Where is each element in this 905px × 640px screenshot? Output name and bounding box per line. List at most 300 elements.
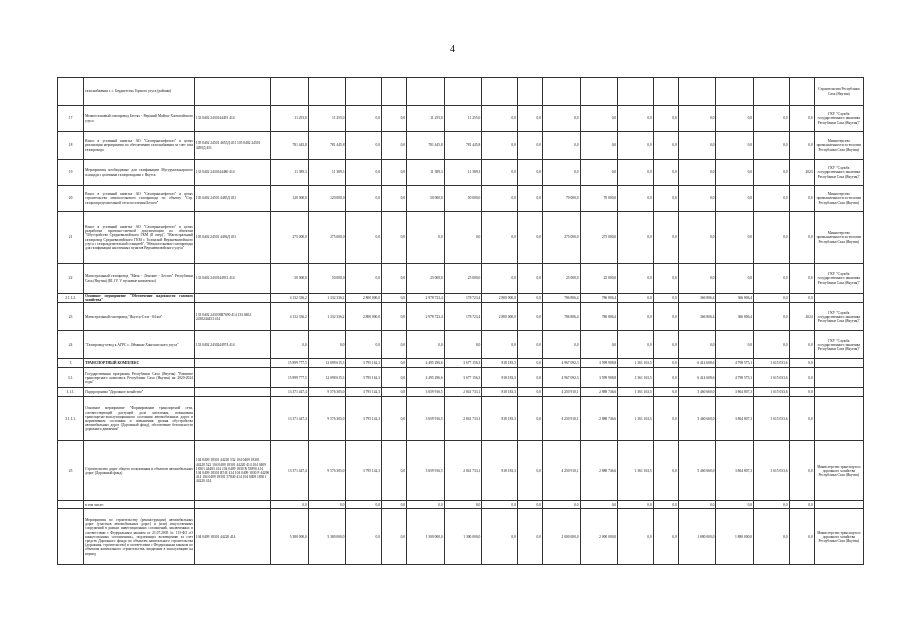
amount-cell: 2 978 723,4 [407,294,445,303]
amount-cell: 25 000,0 [444,264,482,294]
activity-name-cell: газоснабжения г. с. Бердигестях Горного улуса (районы) [84,78,195,106]
activity-name-cell: Межпоселковый газопровод Бестях - Верхний Майтаг-Хаптагайского улуса [84,106,195,132]
amount-cell: 0,0 [754,212,790,264]
amount-cell: 1 615 033,6 [754,388,790,397]
amount-cell: 0,0 [542,501,580,509]
amount-cell: 0,0 [754,501,790,509]
amount-cell: 50 000,0 [308,264,346,294]
executor-cell [814,359,863,368]
amount-cell: 0,0 [678,186,716,212]
amount-cell: 0,0 [653,359,678,368]
amount-cell: 0,0 [517,368,542,388]
amount-cell: 0,0 [382,509,407,565]
amount-cell: 4 967 092,3 [542,359,580,368]
amount-cell: 3 795 142,3 [346,388,382,397]
amount-cell: 3 677 156,3 [444,359,482,368]
amount-cell: 2 800 000,0 [346,303,382,331]
amount-cell [407,78,445,106]
amount-cell: 2 841 733,1 [444,388,482,397]
executor-cell: ГКУ "Служба государственного заказчика Республики Саха (Якутия)" [814,264,863,294]
amount-cell: 70 000,0 [542,186,580,212]
amount-cell: 11 389,3 [308,160,346,186]
amount-cell: 0,0 [407,331,445,359]
amount-cell: 25 000,0 [580,264,618,294]
amount-cell: 0,0 [653,509,678,565]
amount-cell: 2 000 000,0 [542,509,580,565]
executor-cell: ГКУ "Служба государственного заказчика Республики Саха (Якутия)" [814,303,863,331]
amount-cell: 0,0 [517,294,542,303]
amount-cell: 5 460 660,0 [678,388,716,397]
amount-cell: 0,0 [716,264,754,294]
amount-cell: 0,0 [382,368,407,388]
activity-name-cell: Мероприятия по строительству (реконструкции) автомобильных дорог (участков автомобильных дорог) и (или) искусственных сооружений в рамках инвестиционных соглашений, заключенных в соответствии с Федеральным законом от 21.07.2005 № 115-ФЗ «О концессионных соглашениях», подлежащих возмещению за счет средств Дорожного фонда по объектам капитального строительства (дорожная, строительство) в соответствии с Федеральным законом по объектам капитального строительства, вводимым в эксплуатацию на период [84,509,195,565]
amount-cell: 0,0 [716,132,754,160]
table-row [58,212,864,264]
amount-cell: 0,0 [618,509,654,565]
amount-cell: 9 576 305,0 [308,441,346,501]
amount-cell: 0,0 [678,212,716,264]
amount-cell [482,78,518,106]
amount-cell: 786 806,4 [580,294,618,303]
amount-cell: 0,0 [789,132,814,160]
amount-cell: 3 864 807,3 [716,397,754,441]
amount-cell: 0,0 [517,303,542,331]
amount-cell: 4 132 336,2 [271,303,309,331]
amount-cell: 0,0 [308,501,346,509]
amount-cell: 5 380 000,0 [271,509,309,565]
amount-cell: 0,0 [653,294,678,303]
amount-cell: 0,0 [482,509,518,565]
amount-cell: 1 332 336,2 [308,294,346,303]
amount-cell: 0,0 [517,441,542,501]
amount-cell: 0,0 [754,186,790,212]
amount-cell: 0,0 [754,132,790,160]
amount-cell: 818 183,3 [482,359,518,368]
amount-cell [382,78,407,106]
amount-cell: 786 806,4 [542,294,580,303]
amount-cell: 275 000,0 [580,212,618,264]
amount-cell: 0,0 [580,501,618,509]
amount-cell: 0,0 [653,368,678,388]
table-row [58,509,864,565]
amount-cell: 0,0 [789,388,814,397]
executor-cell: Министерство промышленности и геологии Республики Саха (Якутия) [814,186,863,212]
amount-cell: 3 795 142,3 [346,397,382,441]
amount-cell: 5 460 660,0 [678,397,716,441]
amount-cell: 275 000,0 [542,212,580,264]
amount-cell: 0,0 [653,397,678,441]
amount-cell: 0,0 [346,331,382,359]
budget-code-cell [194,78,270,106]
amount-cell: 2 800 000,0 [482,294,518,303]
amount-cell: 0,0 [789,264,814,294]
amount-cell: 366 806,4 [716,294,754,303]
amount-cell: 0,0 [678,132,716,160]
table-body [58,78,864,565]
amount-cell: 0,0 [716,186,754,212]
executor-cell: Министерство промышленности и геологии Республики Саха (Якутия) [814,132,863,160]
amount-cell: 11 255,0 [444,106,482,132]
executor-cell: Министерство транспорта и дорожного хозяйства Республики Саха (Якутия) [814,441,863,501]
amount-cell: 4 495 296,6 [407,359,445,368]
amount-cell: 0,0 [346,132,382,160]
amount-cell: 0,0 [618,303,654,331]
amount-cell: 0,0 [653,331,678,359]
budget-code-cell: 104 0409 18301 44220 414 [194,509,270,565]
amount-cell [308,78,346,106]
amount-cell: 2 841 733,1 [444,397,482,441]
amount-cell: 0,0 [754,160,790,186]
amount-cell: 5 460 660,0 [678,441,716,501]
executor-cell: Министерство промышленности и геологии Республики Саха (Якутия) [814,212,863,264]
budget-code-cell: 133 0402 2430144931 414 [194,264,270,294]
amount-cell: 50 000,0 [271,264,309,294]
amount-cell: 0,0 [653,212,678,264]
budget-code-cell: 105 0402 24501 4485Д 451 [194,186,270,212]
budget-code-cell: 133 0402 2430244974 414 [194,331,270,359]
amount-cell: 2 841 733,1 [444,441,482,501]
amount-cell: 0,0 [346,106,382,132]
amount-cell: 6 414 608,6 [678,359,716,368]
amount-cell: 0,0 [716,331,754,359]
amount-cell: 366 806,4 [678,294,716,303]
amount-cell: 13 371 447,4 [271,441,309,501]
row-number-cell: 21 [58,212,84,264]
amount-cell: 818 183,3 [482,388,518,397]
amount-cell: 3 659 916,5 [407,441,445,501]
amount-cell: 2023 [789,160,814,186]
executor-cell [814,368,863,388]
amount-cell: 1 615 033,6 [754,397,790,441]
amount-cell [346,78,382,106]
amount-cell: 818 183,3 [482,368,518,388]
amount-cell [542,78,580,106]
amount-cell: 818 183,3 [482,397,518,441]
amount-cell: 6 414 608,6 [678,368,716,388]
amount-cell: 0,0 [482,212,518,264]
table-row [58,388,864,397]
amount-cell: 1 361 163,5 [618,397,654,441]
amount-cell: 0,0 [517,186,542,212]
budget-code-cell: 105 0402 24501 4655Д 451 105 0402 24501 4495Д 451 [194,132,270,160]
amount-cell: 0,0 [580,106,618,132]
amount-cell: 0,0 [482,132,518,160]
amount-cell: 9 576 305,0 [308,388,346,397]
row-number-cell: 3.1.1. [58,388,84,397]
amount-cell: 2 978 723,4 [407,303,445,331]
amount-cell: 1 615 033,6 [754,441,790,501]
activity-name-cell: Взнос в уставный капитал АО "Сахатранснефтегаз" в целях разработки проектно-сметной документации по объектам "Обустройство Средневилюйского ГКМ (II очер)", "Магистральный газопровод Средневилюйского ГКМ с Толонской Верхневилюйского улуса с газоразделительной станцией", "Межпоселковые газопроводы для газификации населенных пунктов Верхневилюйского улуса" [84,212,195,264]
amount-cell: 3 659 916,5 [407,397,445,441]
amount-cell: 0,0 [789,186,814,212]
amount-cell: 2 888 746,6 [580,441,618,501]
amount-cell: 3 864 807,3 [716,441,754,501]
amount-cell: 0,0 [789,509,814,565]
amount-cell: 0,0 [754,303,790,331]
table-row [58,78,864,106]
amount-cell: 3 677 156,3 [444,368,482,388]
amount-cell: 0,0 [618,132,654,160]
amount-cell: 11 255,0 [271,106,309,132]
row-number-cell [58,501,84,509]
amount-cell: 0,0 [517,212,542,264]
amount-cell: 0,0 [789,397,814,441]
amount-cell: 1 361 163,5 [618,441,654,501]
amount-cell: 0,0 [618,264,654,294]
amount-cell: 0,0 [618,331,654,359]
budget-code-cell [194,501,270,509]
table-row [58,359,864,368]
row-number-cell: 18 [58,132,84,160]
budget-code-cell: 133 0402 2430144491 414 [194,106,270,132]
amount-cell: 0,0 [716,501,754,509]
amount-cell: 0,0 [382,397,407,441]
amount-cell: 0,0 [678,501,716,509]
executor-cell: Министерство транспорта и дорожного хозяйства Республики Саха (Якутия) [814,509,863,565]
amount-cell: 1 361 163,5 [618,388,654,397]
amount-cell: 4 250 910,1 [542,441,580,501]
amount-cell: 0,0 [789,501,814,509]
amount-cell: 0,0 [678,331,716,359]
amount-cell: 70 000,0 [580,186,618,212]
amount-cell: 786 806,4 [542,303,580,331]
amount-cell: 0,0 [789,368,814,388]
amount-cell: 0,0 [653,501,678,509]
amount-cell: 1 361 163,5 [618,359,654,368]
amount-cell: 0,0 [618,501,654,509]
amount-cell: 3 659 916,5 [407,388,445,397]
amount-cell: 0,0 [517,106,542,132]
amount-cell: 0,0 [346,212,382,264]
amount-cell: 4 495 296,6 [407,368,445,388]
amount-cell: 4 967 092,3 [542,368,580,388]
amount-cell: 11 389,3 [271,160,309,186]
amount-cell: 0,0 [382,264,407,294]
amount-cell: 0,0 [346,501,382,509]
amount-cell: 0,0 [382,359,407,368]
amount-cell: 1 361 163,5 [618,368,654,388]
table-row [58,441,864,501]
amount-cell: 0,0 [517,264,542,294]
amount-cell: 0,0 [382,106,407,132]
amount-cell [517,78,542,106]
amount-cell: 0,0 [542,331,580,359]
amount-cell: 0,0 [407,212,445,264]
executor-cell [814,501,863,509]
amount-cell: 0,0 [271,501,309,509]
amount-cell: 0,0 [754,331,790,359]
amount-cell: 0,0 [653,106,678,132]
amount-cell: 0,0 [382,186,407,212]
amount-cell: 13 371 447,4 [271,388,309,397]
row-number-cell: 19 [58,160,84,186]
amount-cell: 0,0 [346,264,382,294]
amount-cell: 178 723,4 [444,294,482,303]
amount-cell: 0,0 [754,264,790,294]
activity-name-cell: "Газопровод-отвод к АГРС с. Оймякон Хангаласского улуса" [84,331,195,359]
amount-cell: 4 132 336,2 [271,294,309,303]
amount-cell: 0,0 [789,212,814,264]
amount-cell: 0,0 [517,388,542,397]
budget-code-cell [194,397,270,441]
executor-cell [814,294,863,303]
amount-cell: 0,0 [517,132,542,160]
activity-name-cell: Взнос в уставный капитал АО "Сахатранснефтегаз" в целях строительства межпоселкового газопровода по объекту "Стр. газораспределительной сети поселения Белого" [84,186,195,212]
executor-cell: Строительства Республики Саха (Якутия) [814,78,863,106]
amount-cell: 0,0 [618,106,654,132]
amount-cell: 0,0 [678,106,716,132]
table-row [58,264,864,294]
amount-cell: 0,0 [754,294,790,303]
amount-cell: 0,0 [382,303,407,331]
amount-cell: 0,0 [482,501,518,509]
row-number-cell: 3 [58,359,84,368]
row-number-cell [58,78,84,106]
amount-cell: 1 880 000,0 [678,509,716,565]
amount-cell: 1 332 336,2 [308,303,346,331]
table-row [58,368,864,388]
amount-cell: 0,0 [754,509,790,565]
budget-code-cell: 133 0402 2430 ВВ7690 414 133 0402 2430244453 414 [194,303,270,331]
amount-cell: 0,0 [653,186,678,212]
amount-cell: 0,0 [517,160,542,186]
executor-cell [814,388,863,397]
amount-cell [754,78,790,106]
amount-cell: 3 599 908,8 [580,359,618,368]
amount-cell: 0,0 [482,106,518,132]
amount-cell: 0,0 [382,388,407,397]
amount-cell [271,78,309,106]
amount-cell [653,78,678,106]
amount-cell: 12 098 615,3 [308,368,346,388]
amount-cell: 0,0 [618,160,654,186]
row-number-cell: 2.1.1.2. [58,294,84,303]
amount-cell: 0,0 [653,303,678,331]
amount-cell: 25 000,0 [407,264,445,294]
amount-cell: 3 795 162,3 [346,368,382,388]
amount-cell: 50 000,0 [407,186,445,212]
amount-cell: 0,0 [789,441,814,501]
amount-cell: 786 806,4 [580,303,618,331]
amount-cell: 0,0 [618,294,654,303]
amount-cell: 366 806,4 [678,303,716,331]
amount-cell: 0,0 [346,160,382,186]
row-number-cell: 17 [58,106,84,132]
amount-cell: 25 000,0 [542,264,580,294]
amount-cell: 0,0 [653,388,678,397]
amount-cell: 11 389,3 [407,160,445,186]
amount-cell: 2 000 000,0 [580,509,618,565]
budget-code-cell [194,368,270,388]
row-number-cell: 25 [58,441,84,501]
amount-cell: 0,0 [346,509,382,565]
amount-cell: 1 300 000,0 [407,509,445,565]
row-number-cell: 20 [58,186,84,212]
amount-cell [444,78,482,106]
amount-cell: 0,0 [542,106,580,132]
executor-cell [814,397,863,441]
amount-cell: 0,0 [580,331,618,359]
amount-cell: 0,0 [678,160,716,186]
amount-cell: 3 795 142,3 [346,441,382,501]
amount-cell: 0,0 [382,441,407,501]
budget-code-cell: 133 0402 2430144480 414 [194,160,270,186]
amount-cell: 275 000,0 [271,212,309,264]
table-row [58,186,864,212]
amount-cell: 50 000,0 [444,186,482,212]
amount-cell: 0,0 [517,501,542,509]
budget-code-cell: 105 0402 24501 4496Д 451 [194,212,270,264]
amount-cell: 0,0 [678,264,716,294]
amount-cell: 0,0 [754,106,790,132]
amount-cell: 0,0 [789,359,814,368]
amount-cell: 0,0 [382,212,407,264]
amount-cell: 0,0 [482,186,518,212]
amount-cell: 781 445,8 [271,132,309,160]
amount-cell: 818 183,3 [482,441,518,501]
executor-cell: ГКУ "Служба государственного заказчика Республики Саха (Якутия)" [814,331,863,359]
amount-cell: 0,0 [517,397,542,441]
budget-code-cell: 104 0409 18301 44220 532 104 0409 18301 44220 522 104 0409 18301 44220 414 104 0409 18301 44483 414 104 0409 1830 R 53890 414 104 0409 18301 R5 R 414 104 0409 1830 Р 44290 414 104 0409 18301 57840 414 104 0409 18301 44220 414 [194,441,270,501]
activity-name-cell: Магистральный газопровод "Якутск-Сэлэ - 84 км" [84,303,195,331]
row-number-cell: 3.1.1.1. [58,397,84,441]
activity-name-cell: Мероприятия необходимые для газификации Мугуруктаахарского площади с целевыми газопроводами г. Якутск [84,160,195,186]
amount-cell: 2 800 000,0 [346,294,382,303]
amount-cell: 0,0 [308,331,346,359]
amount-cell: 13 371 447,4 [271,397,309,441]
amount-cell: 0,0 [542,160,580,186]
table-row [58,397,864,441]
amount-cell: 0,0 [653,441,678,501]
amount-cell: 0,0 [407,501,445,509]
amount-cell: 0,0 [618,212,654,264]
amount-cell: 3 864 807,3 [716,388,754,397]
amount-cell: 0,0 [517,359,542,368]
amount-cell: 0,0 [271,331,309,359]
amount-cell: 0,0 [789,294,814,303]
amount-cell: 11 255,0 [407,106,445,132]
amount-cell: 1 615 033,6 [754,368,790,388]
amount-cell: 0,0 [653,132,678,160]
activity-name-cell: Строительство дорог общего пользования и объектов автомобильных дорог (Дорожный фонд) [84,441,195,501]
amount-cell: 0,0 [382,132,407,160]
amount-cell: 12 098 615,3 [308,359,346,368]
table-row [58,331,864,359]
amount-cell: 0,0 [482,331,518,359]
table-row [58,294,864,303]
page-number: 4 [450,44,455,55]
amount-cell: 0,0 [444,212,482,264]
table-row [58,106,864,132]
amount-cell: 3 795 162,3 [346,359,382,368]
amount-cell: 1 300 000,0 [444,509,482,565]
amount-cell: 4 798 575,1 [716,368,754,388]
activity-name-cell: в том числе: [84,501,195,509]
amount-cell: 0,0 [382,294,407,303]
budget-code-cell [194,359,270,368]
amount-cell: 0,0 [789,106,814,132]
amount-cell: 1 615 033,6 [754,359,790,368]
amount-cell: 120 000,0 [271,186,309,212]
amount-cell: 0,0 [580,132,618,160]
budget-code-cell [194,294,270,303]
amount-cell: 781 445,8 [308,132,346,160]
amount-cell: 3 599 908,8 [580,368,618,388]
amount-cell [789,78,814,106]
activity-name-cell: Магистральный газопровод "Мача - Ленские - Бестях" Республики Саха (Якутия) (III, IV, V пусковые комплексы) [84,264,195,294]
row-number-cell: 23 [58,303,84,331]
amount-cell: 0,0 [382,331,407,359]
